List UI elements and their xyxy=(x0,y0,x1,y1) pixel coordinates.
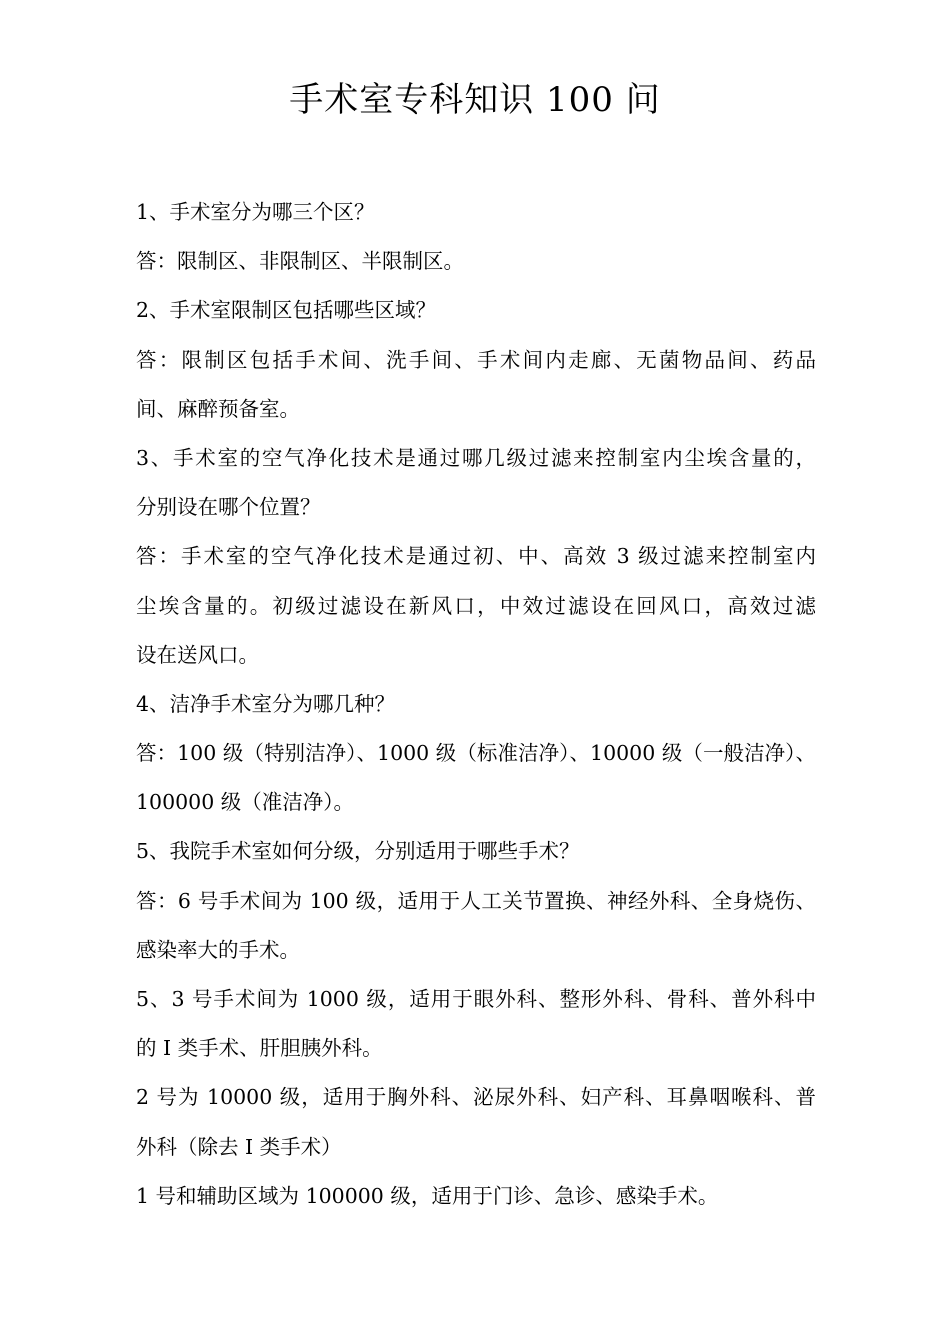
answer-line: 答：限制区包括手术间、洗手间、手术间内走廊、无菌物品间、药品 xyxy=(136,347,816,372)
answer-line: 答：100 级（特别洁净）、1000 级（标准洁净）、10000 级（一般洁净）、 xyxy=(136,741,816,766)
answer-line: 2 号为 10000 级，适用于胸外科、泌尿外科、妇产科、耳鼻咽喉科、普 xyxy=(136,1085,816,1110)
answer-line: 感染率大的手术。 xyxy=(136,937,300,962)
question-line: 1、手术室分为哪三个区？ xyxy=(136,200,375,224)
answer-line: 尘埃含量的。初级过滤设在新风口，中效过滤设在回风口，高效过滤 xyxy=(136,593,816,618)
answer-line: 5、3 号手术间为 1000 级，适用于眼外科、整形外科、骨科、普外科中 xyxy=(136,987,816,1011)
answer-line: 间、麻醉预备室。 xyxy=(136,396,300,421)
answer-line: 外科（除去 I 类手术） xyxy=(136,1134,342,1159)
question-line: 2、手术室限制区包括哪些区域？ xyxy=(136,298,437,323)
answer-line: 1 号和辅助区域为 100000 级，适用于门诊、急诊、感染手术。 xyxy=(136,1183,719,1208)
document-title: 手术室专科知识 100 问 xyxy=(289,80,661,120)
answer-line: 答：6 号手术间为 100 级，适用于人工关节置换、神经外科、全身烧伤、 xyxy=(136,888,816,913)
answer-line: 100000 级（准洁净）。 xyxy=(136,790,355,815)
question-line: 4、洁净手术室分为哪几种？ xyxy=(136,691,396,716)
question-line: 分别设在哪个位置？ xyxy=(136,495,321,520)
answer-line: 的 I 类手术、肝胆胰外科。 xyxy=(136,1036,383,1061)
document-body xyxy=(136,188,816,1221)
question-line: 3、手术室的空气净化技术是通过哪几级过滤来控制室内尘埃含量的， xyxy=(136,445,816,470)
question-line: 5、我院手术室如何分级，分别适用于哪些手术？ xyxy=(136,839,580,864)
answer-line: 答：限制区、非限制区、半限制区。 xyxy=(136,249,464,274)
answer-line: 答：手术室的空气净化技术是通过初、中、高效 3 级过滤来控制室内 xyxy=(136,544,816,569)
answer-line: 设在送风口。 xyxy=(136,642,259,667)
